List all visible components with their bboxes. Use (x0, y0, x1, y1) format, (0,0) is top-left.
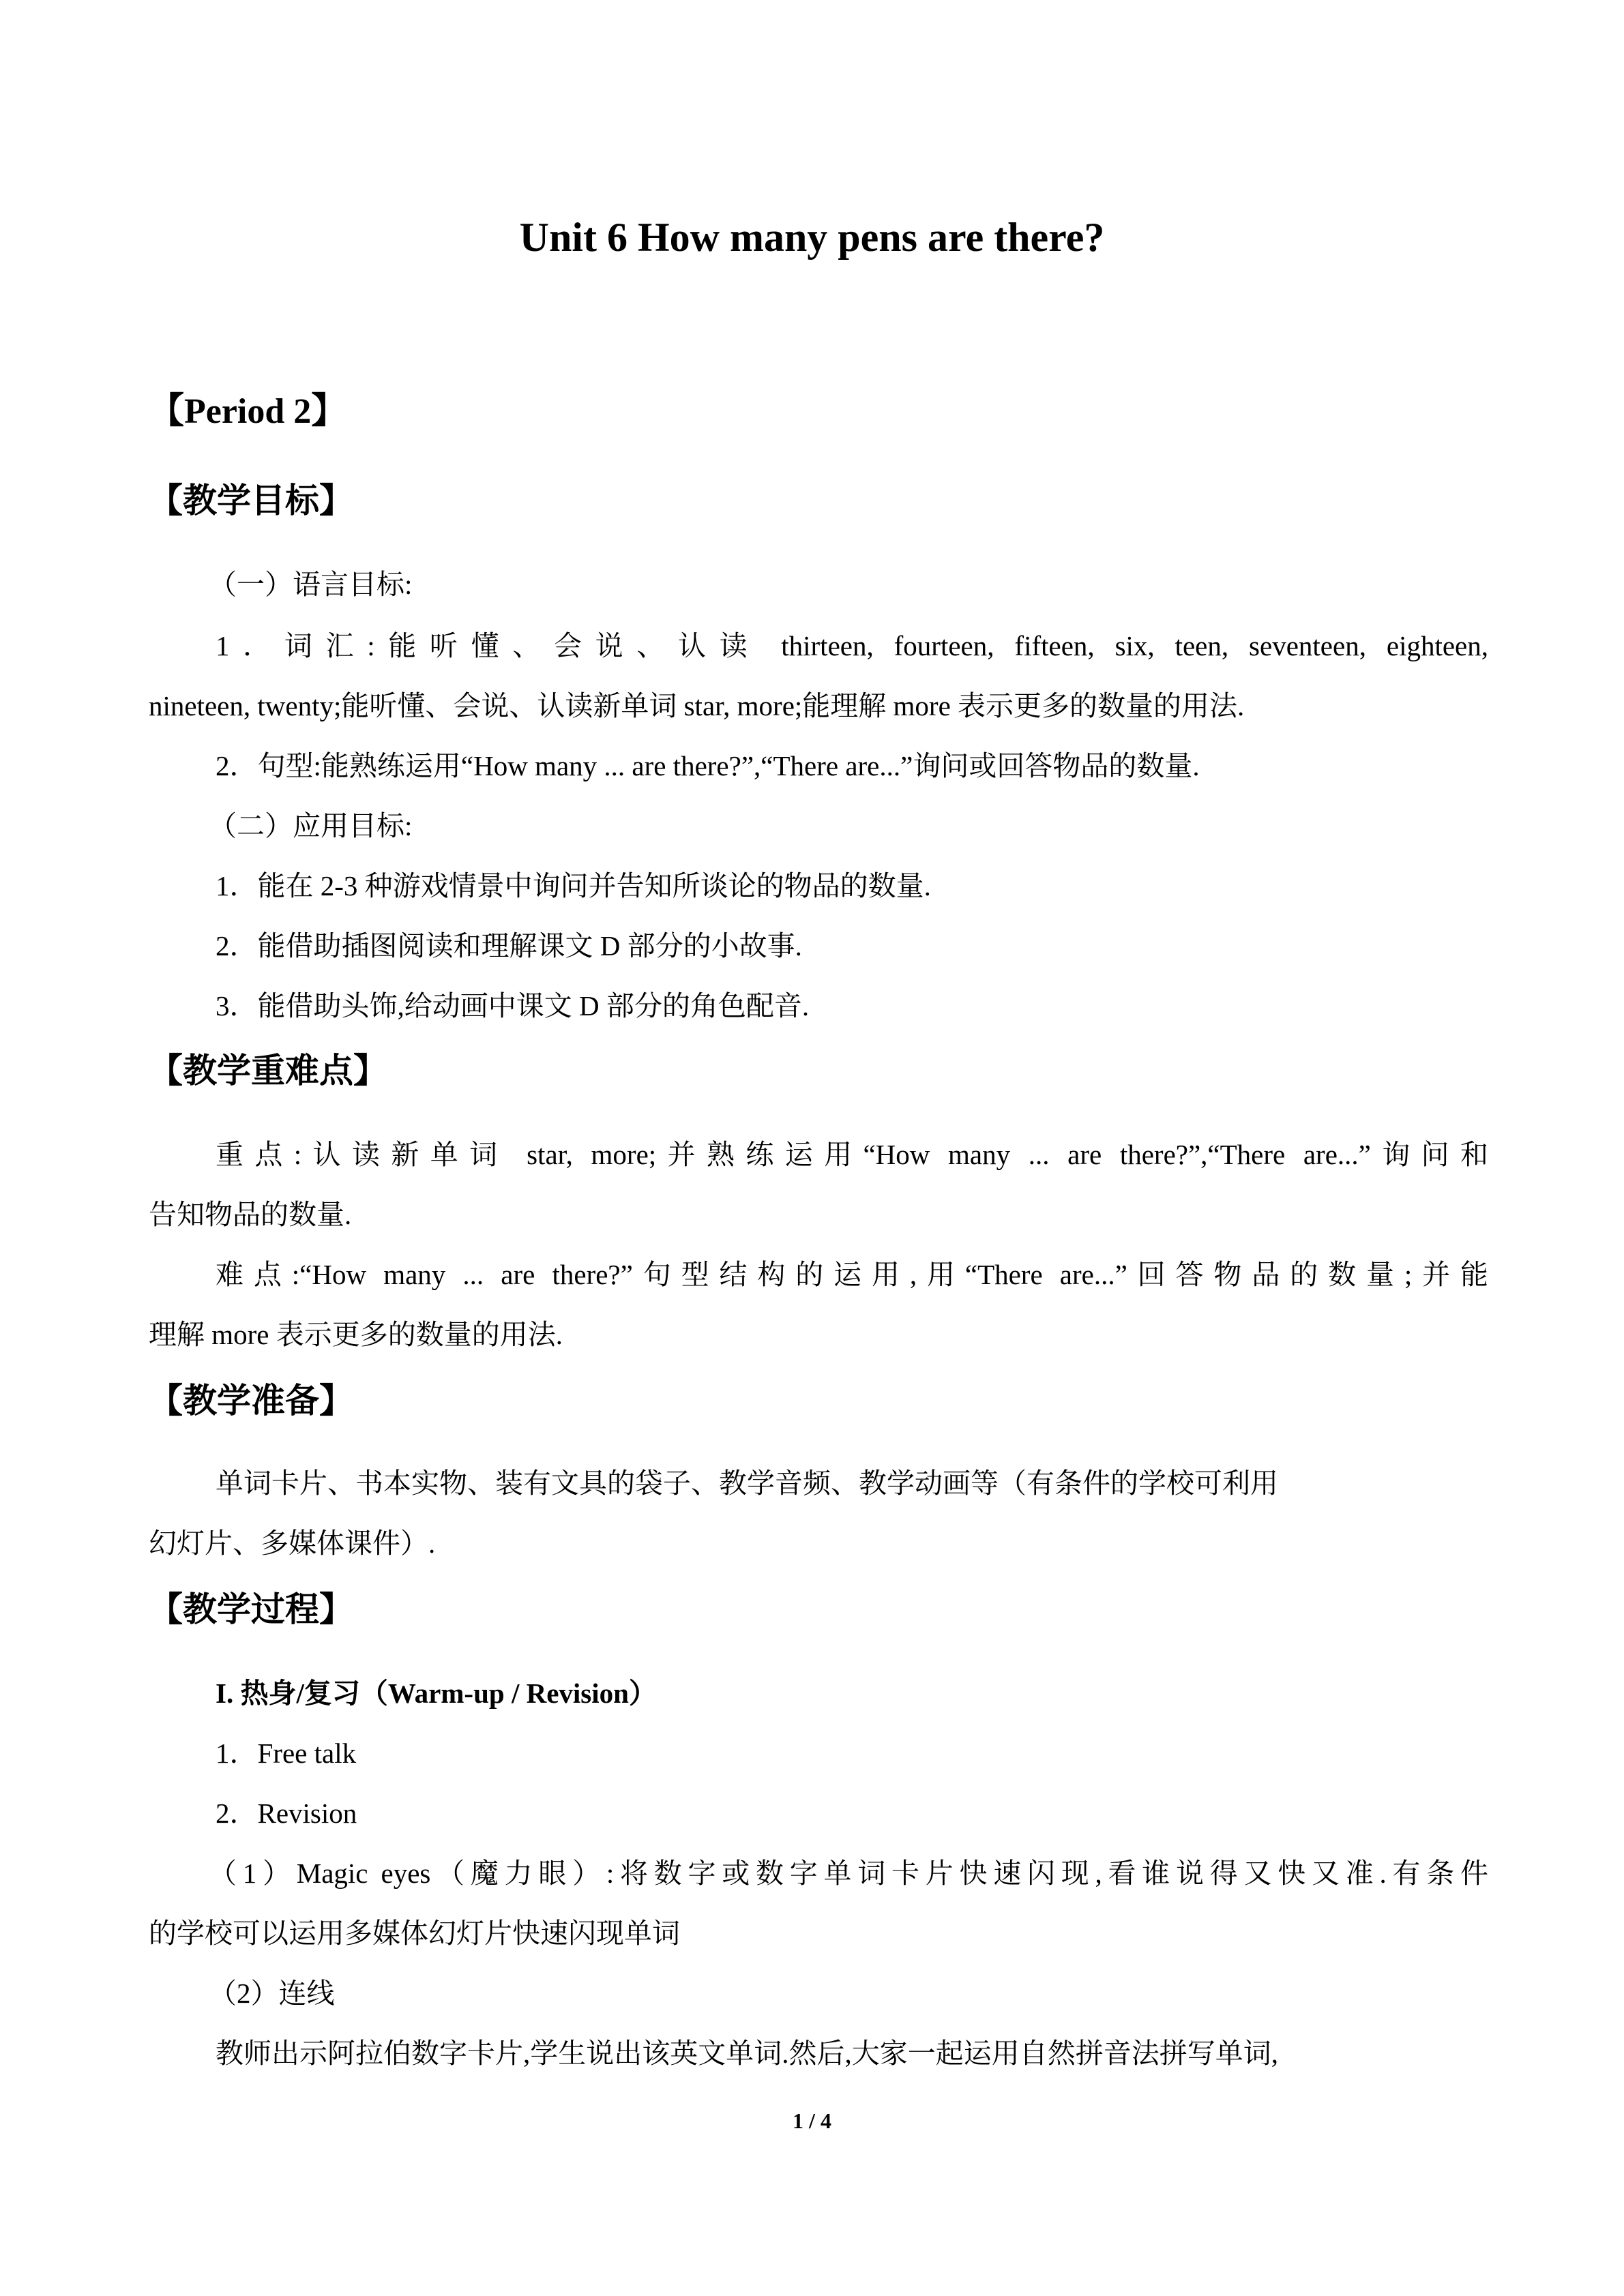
preparation-heading: 【教学准备】 (149, 1381, 353, 1420)
page-number: 1 / 4 (793, 2108, 831, 2133)
application-item-1: 1．能在 2-3 种游戏情景中询问并告知所谈论的物品的数量. (216, 870, 931, 901)
application-item-3: 3．能借助头饰,给动画中课文 D 部分的角色配音. (216, 990, 810, 1022)
key-points-heading: 【教学重难点】 (149, 1051, 387, 1090)
vocab-line-2: nineteen, twenty;能听懂、会说、认读新单词 star, more;能理解 more 表示更多的数量的用法. (149, 690, 1245, 721)
vocab-line-1: 1．词汇:能听懂、会说、认读 thirteen, fourteen, fifteen, six, teen, seventeen, eighteen, (216, 630, 1488, 661)
preparation-line-1: 单词卡片、书本实物、装有文具的袋子、教学音频、教学动画等（有条件的学校可利用 (216, 1467, 1278, 1499)
preparation-line-2: 幻灯片、多媒体课件）. (149, 1527, 436, 1559)
warmup-step-title: I. 热身/复习（Warm-up / Revision） (216, 1678, 657, 1709)
key-point-line-2: 告知物品的数量. (149, 1199, 352, 1230)
difficult-point-line-2: 理解 more 表示更多的数量的用法. (149, 1319, 563, 1350)
sentence-goal: 2．句型:能熟练运用“How many ... are there?”,“There are...”询问或回答物品的数量. (216, 750, 1200, 781)
objectives-heading: 【教学目标】 (149, 481, 353, 520)
free-talk-item: 1．Free talk (216, 1738, 357, 1769)
magic-eyes-line-1: （1）Magic eyes（魔力眼）:将数字或数字单词卡片快速闪现,看谁说得又快又准.有条件 (209, 1858, 1488, 1889)
application-goal-label: （二）应用目标: (209, 810, 413, 841)
difficult-point-line-1: 难点:“How many ... are there?”句型结构的运用,用“There are...”回答物品的数量;并能 (216, 1259, 1488, 1290)
key-point-line-1: 重点:认读新单词 star, more;并熟练运用“How many ... are there?”,“There are...”询问和 (216, 1139, 1488, 1170)
process-heading: 【教学过程】 (149, 1590, 353, 1629)
teacher-instruction-line: 教师出示阿拉伯数字卡片,学生说出该英文单词.然后,大家一起运用自然拼音法拼写单词, (216, 2038, 1278, 2069)
matching-item: （2）连线 (209, 1978, 335, 2009)
revision-item: 2．Revision (216, 1798, 357, 1829)
application-item-2: 2．能借助插图阅读和理解课文 D 部分的小故事. (216, 930, 802, 961)
page-title: Unit 6 How many pens are there? (519, 215, 1105, 260)
language-goal-label: （一）语言目标: (209, 569, 413, 600)
magic-eyes-line-2: 的学校可以运用多媒体幻灯片快速闪现单词 (149, 1918, 680, 1949)
period-heading: 【Period 2】 (149, 392, 347, 431)
